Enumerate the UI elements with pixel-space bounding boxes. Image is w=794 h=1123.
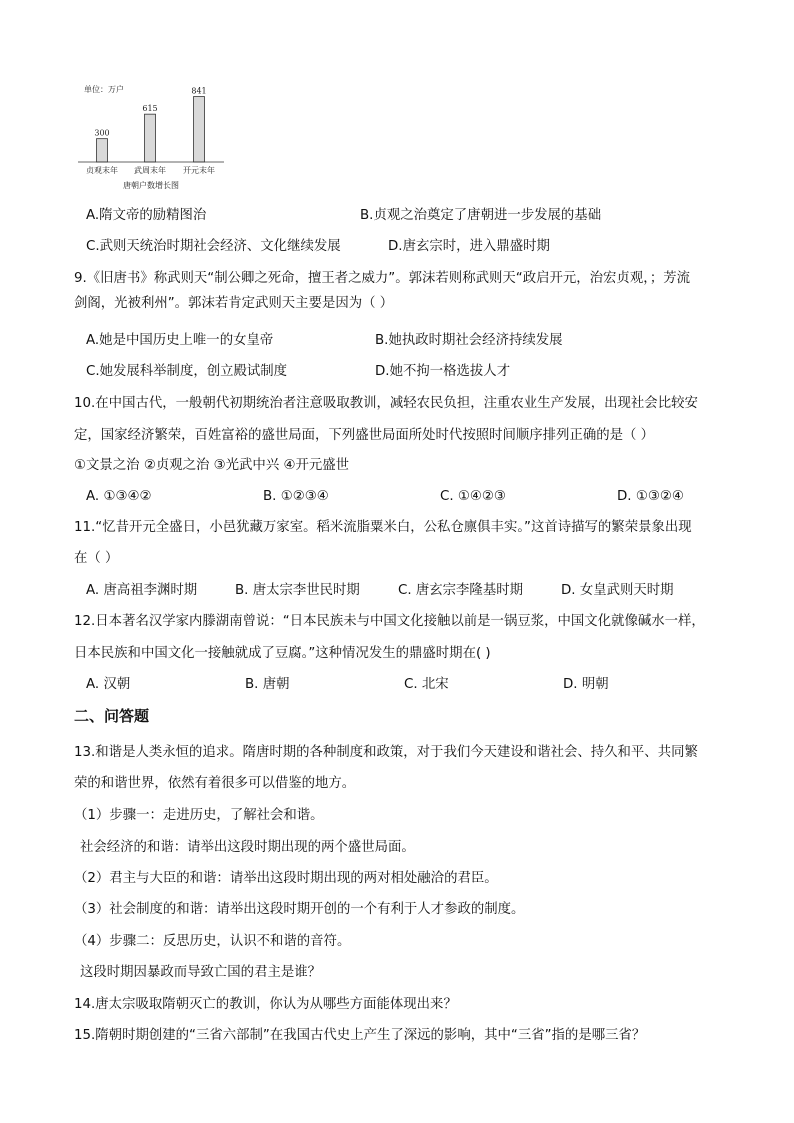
q8-option-b: B.贞观之治奠定了唐朝进一步发展的基础 — [360, 208, 602, 223]
q9-option-d: D.她不拘一格选拔人才 — [375, 364, 511, 379]
q9-stem-line1: 9.《旧唐书》称武则天“制公卿之死命，擅王者之威力”。郭沫若则称武则天“政启开元，治宏贞观，；芳流 — [74, 271, 691, 286]
q13-part3: （3）社会制度的和谐：请举出这段时期开创的一个有利于人才参政的制度。 — [74, 902, 525, 917]
bar-value-label: 615 — [142, 104, 158, 114]
q11-option-a: A. 唐高祖李渊时期 — [86, 583, 198, 598]
q13-part4: （4）步骤二：反思历史，认识不和谐的音符。 — [74, 934, 351, 949]
q13-part1: （1）步骤一：走进历史，了解社会和谐。 — [74, 808, 324, 823]
q10-option-b: B. ①②③④ — [263, 489, 329, 504]
q10-option-a: A. ①③④② — [86, 489, 152, 504]
bar-2 — [145, 114, 156, 162]
bar-value-label: 841 — [191, 86, 207, 96]
q8-option-d: D.唐玄宗时，进入鼎盛时期 — [388, 239, 550, 254]
q11-option-c: C. 唐玄宗李隆基时期 — [398, 583, 523, 598]
q10-stem-line1: 10.在中国古代，一般朝代初期统治者注意吸取教训，减轻农民负担，注重农业生产发展，出现社会比较安 — [74, 396, 698, 411]
bar-1 — [97, 139, 108, 162]
q9-option-b: B.她执政时期社会经济持续发展 — [375, 333, 563, 348]
q11-option-d: D. 女皇武则天时期 — [561, 583, 674, 598]
bar-value-label: 300 — [94, 128, 110, 138]
q8-option-a: A.隋文帝的励精图治 — [86, 208, 207, 223]
q8-option-c: C.武则天统治时期社会经济、文化继续发展 — [86, 239, 341, 254]
q10-stem-line2: 定，国家经济繁荣，百姓富裕的盛世局面，下列盛世局面所处时代按照时间顺序排列正确的是（ ） — [74, 428, 655, 443]
q13-stem-line1: 13.和谐是人类永恒的追求。隋唐时期的各种制度和政策，对于我们今天建设和谐社会、持久和平、共同繁 — [74, 745, 698, 760]
bar-category-label: 贞观末年 — [86, 166, 118, 175]
q13-part1-sub: 社会经济的和谐：请举出这段时期出现的两个盛世局面。 — [80, 840, 415, 855]
q13-part4-sub: 这段时期因暴政而导致亡国的君主是谁？ — [80, 965, 322, 980]
q11-stem-line1: 11.“忆昔开元全盛日，小邑犹藏万家室。稻米流脂粟米白，公私仓廪俱丰实。”这首诗描写的繁荣景象出现 — [74, 520, 692, 535]
q9-option-c: C.她发展科举制度，创立殿试制度 — [86, 364, 288, 379]
q11-option-b: B. 唐太宗李世民时期 — [235, 583, 360, 598]
q12-option-b: B. 唐朝 — [245, 677, 290, 692]
q11-stem-line2: 在（ ） — [74, 551, 119, 566]
household-growth-chart — [76, 82, 226, 200]
bar-category-label: 武周末年 — [134, 166, 166, 175]
q13-part2: （2）君主与大臣的和谐：请举出这段时期出现的两对相处融洽的君臣。 — [74, 871, 498, 886]
chart-xlabel: 唐朝户数增长图 — [123, 181, 179, 190]
q10-items: ①文景之治 ②贞观之治 ③光武中兴 ④开元盛世 — [74, 458, 350, 473]
q12-option-c: C. 北宋 — [404, 677, 449, 692]
q12-option-d: D. 明朝 — [563, 677, 609, 692]
q10-option-c: C. ①④②③ — [440, 489, 506, 504]
q9-option-a: A.她是中国历史上唯一的女皇帝 — [86, 333, 274, 348]
q12-stem-line1: 12.日本著名汉学家内滕湖南曾说：“日本民族未与中国文化接触以前是一锅豆浆，中国文化就像碱水一样， — [74, 614, 705, 629]
bar-category-label: 开元末年 — [183, 166, 215, 175]
section-title: 二、问答题 — [74, 707, 150, 725]
bar-3 — [194, 97, 205, 162]
q14-stem: 14.唐太宗吸取隋朝灭亡的教训，你认为从哪些方面能体现出来？ — [74, 997, 457, 1012]
q15-stem: 15.隋朝时期创建的“三省六部制”在我国古代史上产生了深远的影响，其中“三省”指的是哪三省？ — [74, 1028, 646, 1043]
q13-stem-line2: 荣的和谐世界，依然有着很多可以借鉴的地方。 — [74, 776, 356, 791]
q10-option-d: D. ①③②④ — [617, 489, 684, 504]
q12-option-a: A. 汉朝 — [86, 677, 131, 692]
q9-stem-line2: 剑阁，光被利州”。郭沫若肯定武则天主要是因为（ ） — [74, 296, 394, 311]
q12-stem-line2: 日本民族和中国文化一接触就成了豆腐。”这种情况发生的鼎盛时期在( ) — [74, 646, 491, 661]
chart-unit-label: 单位：万户 — [84, 85, 124, 94]
